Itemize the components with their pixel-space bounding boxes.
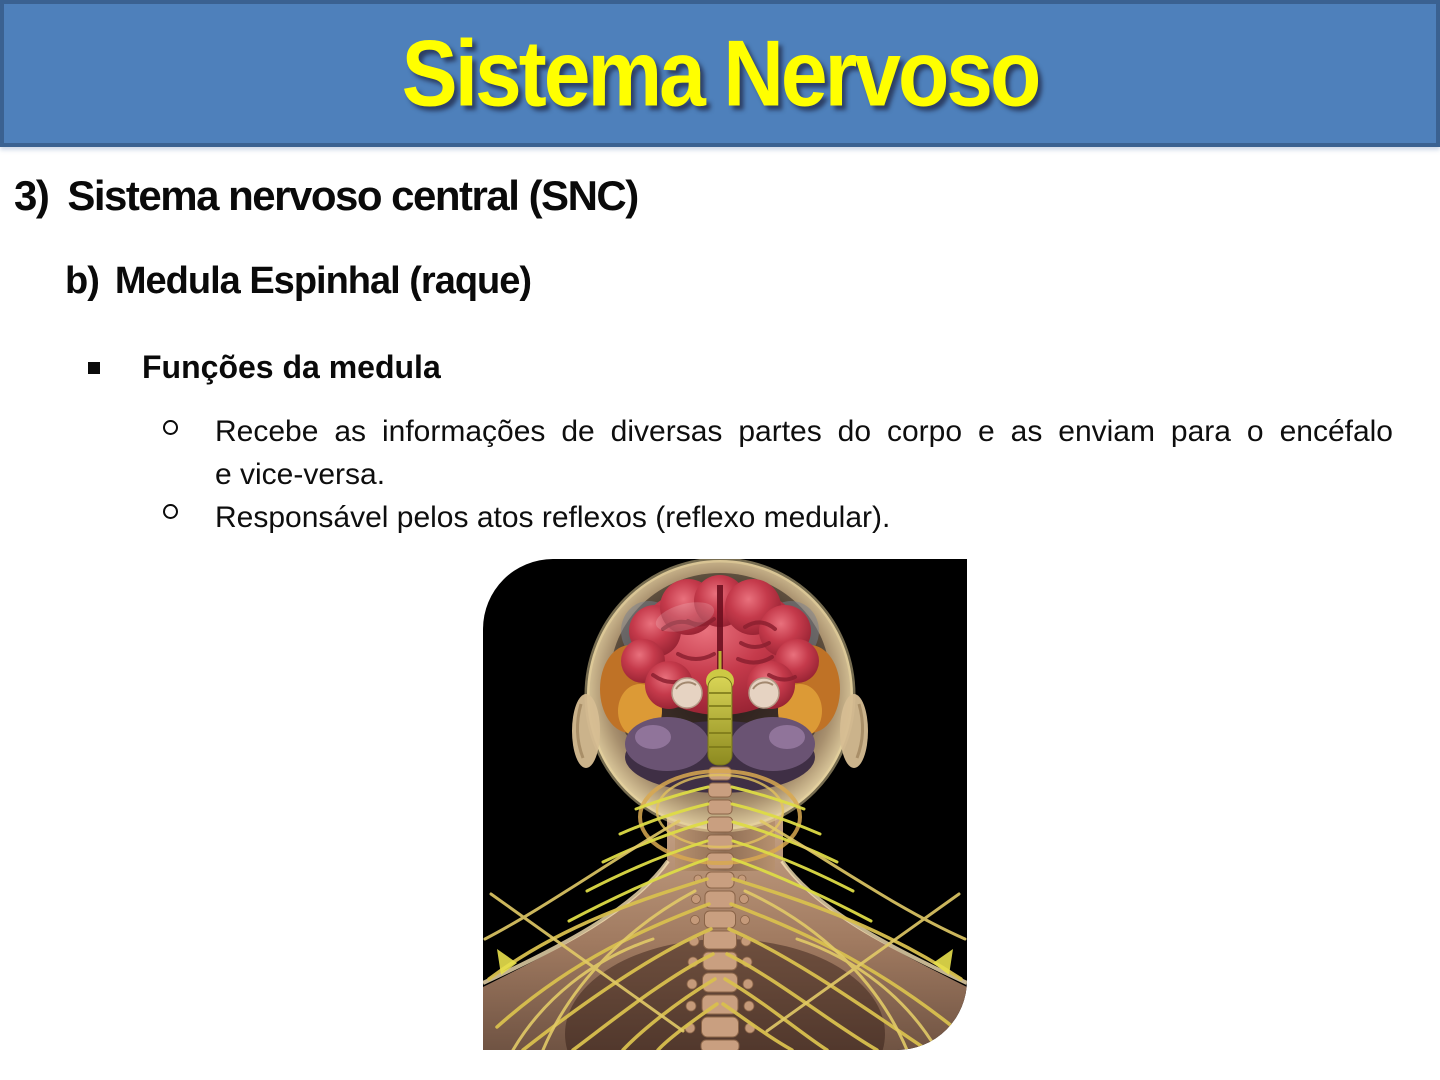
sub-bullet-reflex [215,496,1393,539]
section-heading-text: Sistema nervoso central (SNC) [67,172,638,219]
sub-bullet-line: e vice-versa. [215,458,386,491]
anatomy-figure [483,559,967,1050]
sub-bullet-line: Recebe as informações de diversas partes do corpo e as enviam para o encéfalo [215,415,1393,448]
slide-title: Sistema Nervoso [401,20,1039,126]
section-heading [14,172,638,220]
sub-section-heading [65,260,531,303]
sub-section-letter: b) [65,260,99,302]
circle-bullet-icon [163,504,178,519]
bullet-row-functions [88,349,441,386]
bullet-text-functions: Funções da medula [142,349,441,385]
sub-bullet-receives [215,410,1393,496]
sub-bullet-line: Responsável pelos atos reflexos (reflexo medular). [215,501,891,534]
circle-bullet-icon [163,420,178,435]
title-bar [0,0,1440,147]
nervous-system-illustration [483,559,967,1050]
sub-section-heading-text: Medula Espinhal (raque) [114,260,532,302]
section-number: 3) [14,172,49,219]
square-bullet-icon [88,362,100,374]
